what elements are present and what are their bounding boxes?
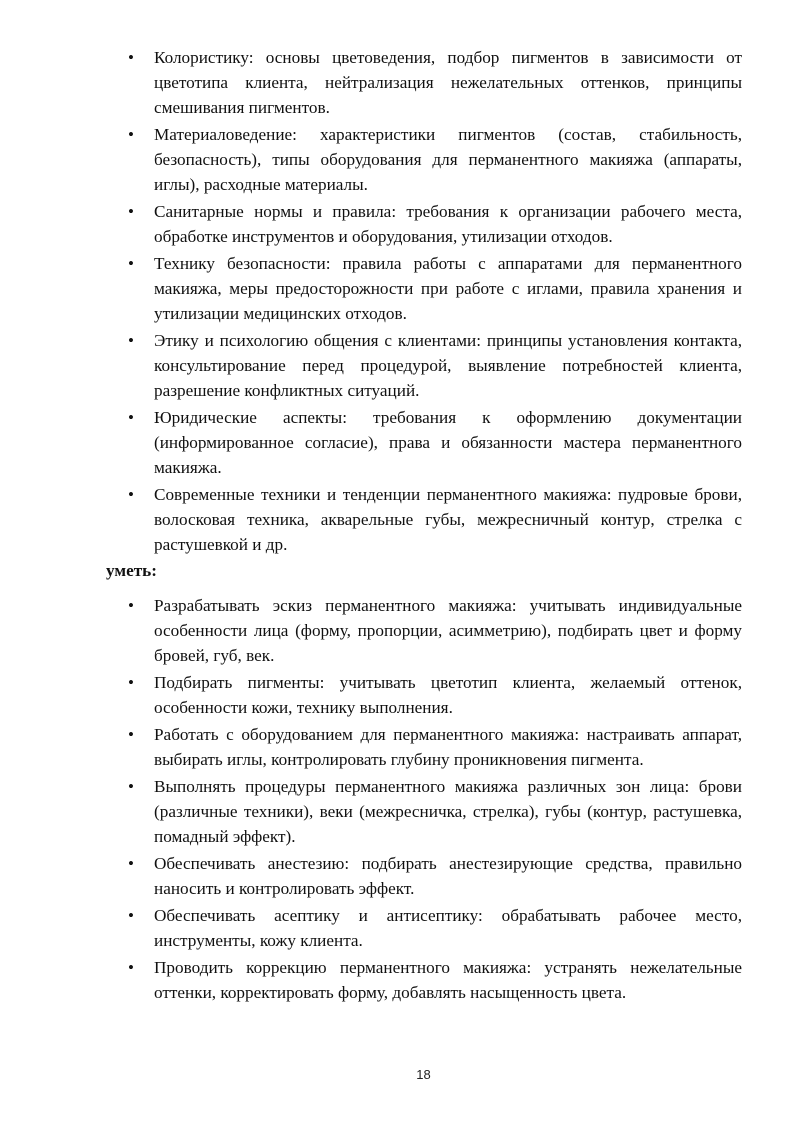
list-item xyxy=(0,955,742,1005)
bullet-marker: • xyxy=(128,485,134,504)
list-item xyxy=(0,122,742,197)
list-item-text: Обеспечивать асептику и антисептику: обрабатывать рабочее место, инструменты, кожу клиента. xyxy=(154,906,742,950)
section-heading: уметь: xyxy=(106,561,157,580)
list-item-text: Технику безопасности: правила работы с аппаратами для перманентного макияжа, меры предосторожности при работе с иглами, правила хранения и утилизации медицинских отходов. xyxy=(154,254,742,323)
bullet-marker: • xyxy=(128,854,134,873)
list-item-text: Современные техники и тенденции перманентного макияжа: пудровые брови, волосковая техника, акварельные губы, межресничный контур, стрелка с растушевкой и др. xyxy=(154,485,742,554)
bullet-marker: • xyxy=(128,408,134,427)
bullet-marker: • xyxy=(128,725,134,744)
list-item-text: Проводить коррекцию перманентного макияжа: устранять нежелательные оттенки, корректировать форму, добавлять насыщенность цвета. xyxy=(154,958,742,1002)
knowledge-list xyxy=(0,45,742,559)
bullet-marker: • xyxy=(128,958,134,977)
list-item xyxy=(0,722,742,772)
bullet-marker: • xyxy=(128,202,134,221)
list-item xyxy=(0,251,742,326)
bullet-marker: • xyxy=(128,777,134,796)
list-item xyxy=(0,593,742,668)
skills-list xyxy=(0,593,742,1007)
bullet-marker: • xyxy=(128,254,134,273)
list-item xyxy=(0,328,742,403)
list-item-text: Этику и психологию общения с клиентами: принципы установления контакта, консультирование перед процедурой, выявление потребностей клиента, разрешение конфликтных ситуаций. xyxy=(154,331,742,400)
bullet-marker: • xyxy=(128,906,134,925)
list-item xyxy=(0,405,742,480)
list-item-text: Выполнять процедуры перманентного макияжа различных зон лица: брови (различные техники), веки (межресничка, стрелка), губы (контур, растушевка, помадный эффект). xyxy=(154,777,742,846)
list-item-text: Разрабатывать эскиз перманентного макияжа: учитывать индивидуальные особенности лица (форму, пропорции, асимметрию), подбирать цвет и форму бровей, губ, век. xyxy=(154,596,742,665)
list-item-text: Обеспечивать анестезию: подбирать анестезирующие средства, правильно наносить и контролировать эффект. xyxy=(154,854,742,898)
page-number: 18 xyxy=(416,1067,431,1082)
list-item xyxy=(0,199,742,249)
list-item-text: Подбирать пигменты: учитывать цветотип клиента, желаемый оттенок, особенности кожи, технику выполнения. xyxy=(154,673,742,717)
bullet-marker: • xyxy=(128,48,134,67)
bullet-marker: • xyxy=(128,331,134,350)
list-item-text: Юридические аспекты: требования к оформлению документации (информированное согласие), права и обязанности мастера перманентного макияжа. xyxy=(154,408,742,477)
list-item xyxy=(0,45,742,120)
list-item xyxy=(0,851,742,901)
list-item xyxy=(0,903,742,953)
list-item-text: Колористику: основы цветоведения, подбор пигментов в зависимости от цветотипа клиента, нейтрализация нежелательных оттенков, принципы смешивания пигментов. xyxy=(154,48,742,117)
list-item-text: Работать с оборудованием для перманентного макияжа: настраивать аппарат, выбирать иглы, контролировать глубину проникновения пигмента. xyxy=(154,725,742,769)
bullet-marker: • xyxy=(128,125,134,144)
list-item-text: Санитарные нормы и правила: требования к организации рабочего места, обработке инструментов и оборудования, утилизации отходов. xyxy=(154,202,742,246)
list-item xyxy=(0,774,742,849)
bullet-marker: • xyxy=(128,596,134,615)
bullet-marker: • xyxy=(128,673,134,692)
list-item-text: Материаловедение: характеристики пигментов (состав, стабильность, безопасность), типы оборудования для перманентного макияжа (аппараты, иглы), расходные материалы. xyxy=(154,125,742,194)
list-item xyxy=(0,482,742,557)
list-item xyxy=(0,670,742,720)
